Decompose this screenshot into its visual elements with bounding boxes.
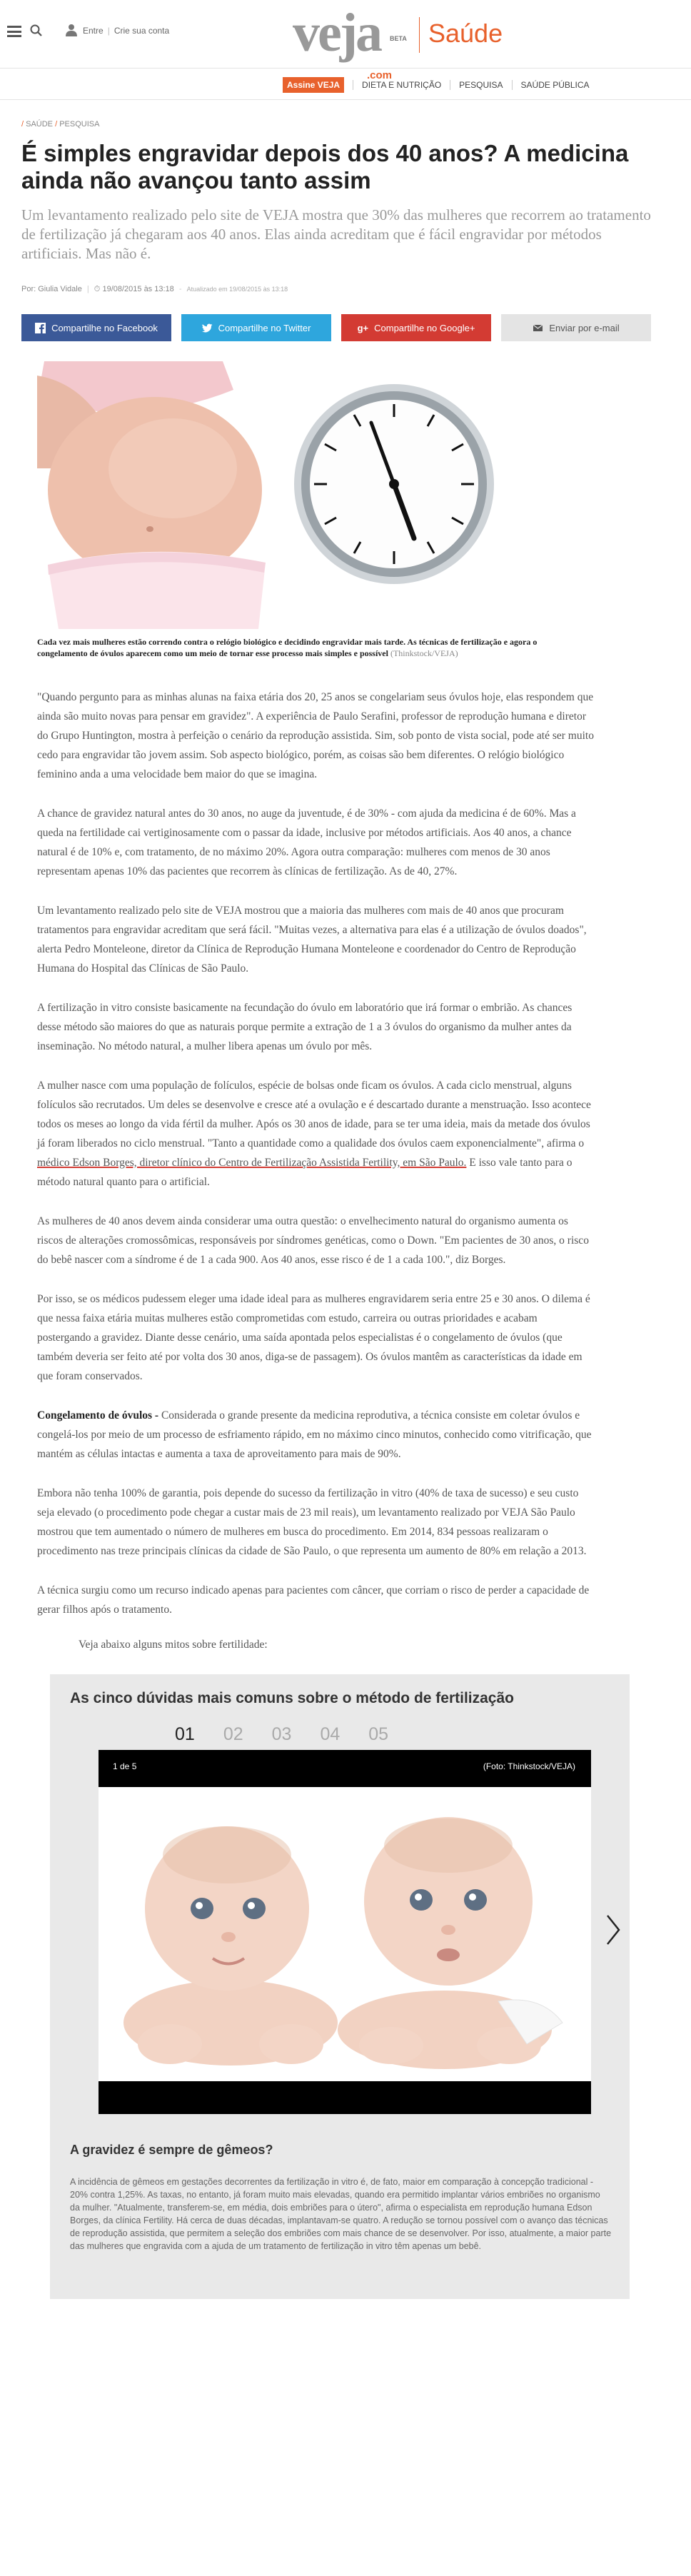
gallery-page-5[interactable]: 05 bbox=[368, 1724, 389, 1744]
caption-text: Cada vez mais mulheres estão correndo contra o relógio biológico e decidindo engravidar mais tarde. As técnicas de fertilização e agora o congelamento de óvulos aparecem como um meio de tornar esse processo mais simples e possível bbox=[37, 637, 538, 658]
gallery-slide bbox=[99, 1750, 591, 2114]
paragraph: Embora não tenha 100% de garantia, pois depende do sucesso da fertilização in vitro (40% de taxa de sucesso) e seu custo seja elevado (o procedimento pode chegar a custar mais de 23 mil reais), um levantamento realizado por VEJA São Paulo mostrou que tem aumentado o número de mulheres em busca do procedimento. Em 2014, 834 pessoas realizaram o procedimento nas treze principais clínicas da cidade de São Paulo, o que representa um aumento de 80% em relação a 2013. bbox=[37, 1487, 587, 1557]
article-title: É simples engravidar depois dos 40 anos? A medicina ainda não avançou tanto assim bbox=[21, 140, 629, 193]
babies-illustration bbox=[99, 1787, 591, 2081]
share-buttons bbox=[21, 314, 670, 341]
google-plus-icon: g+ bbox=[357, 322, 369, 333]
paragraph: As mulheres de 40 anos devem ainda considerar uma outra questão: o envelhecimento natural do organismo aumenta os riscos de alterações cromossômicas, responsáveis por síndromes genéticas, como o Down. "Em pacientes de 30 anos, o risco do bebê nascer com a síndrome é de 1 a cada 900. Aos 40 anos, esse risco é de 1 a cada 100.", diz Borges. bbox=[37, 1215, 589, 1266]
share-google-label: Compartilhe no Google+ bbox=[374, 322, 475, 333]
clock-icon: ⏱ bbox=[94, 285, 101, 293]
nav-divider bbox=[512, 80, 513, 90]
slide-counter: 1 de 5 bbox=[113, 1761, 137, 1771]
login-link[interactable]: Entre bbox=[83, 26, 104, 36]
highlighted-text: médico Edson Borges, diretor clínico do Centro de Fertilização Assistida Fertility, em São Paulo. bbox=[37, 1157, 467, 1169]
share-twitter-button[interactable] bbox=[181, 314, 331, 341]
paragraph-text: A mulher nasce com uma população de folículos, espécie de bolsas onde ficam os óvulos. A cada ciclo menstrual, alguns folículos são recrutados. Um deles se desenvolve e cresce até a ovulação e é descartado durante a menstruação. Isso acontece todos os meses ao longo da vida fértil da mulher. Após os 30 anos de idade, para se ter uma ideia, mais da metade dos óvulos já foram liberados no ciclo menstrual. "Tanto a quantidade como a qualidade dos óvulos caem exponencialmente", afirma o bbox=[37, 1080, 591, 1149]
envelope-icon bbox=[533, 323, 543, 333]
sub-navigation bbox=[0, 69, 691, 100]
nav-item-dieta[interactable]: DIETA E NUTRIÇÃO bbox=[362, 80, 442, 90]
photo-gallery bbox=[50, 1674, 630, 2299]
twin-babies-photo bbox=[99, 1787, 591, 2081]
nav-item-pesquisa[interactable]: PESQUISA bbox=[459, 80, 503, 90]
veja-logo[interactable] bbox=[293, 3, 407, 81]
breadcrumb-saude[interactable]: SAÚDE bbox=[26, 120, 54, 129]
byline: Por: Giulia Vidale | ⏱ 19/08/2015 às 13:18 - Atualizado em 19/08/2015 às 13:18 bbox=[21, 285, 288, 293]
paragraph: A técnica surgiu como um recurso indicado apenas para pacientes com câncer, que corriam o risco de perder a capacidade de gerar filhos após o tratamento. bbox=[37, 1584, 590, 1616]
facebook-icon bbox=[35, 323, 46, 333]
gallery-next-arrow-icon[interactable] bbox=[605, 1913, 621, 1946]
share-facebook-button[interactable] bbox=[21, 314, 171, 341]
paragraph: Por isso, se os médicos pudessem eleger uma idade ideal para as mulheres engravidarem seria entre 25 e 30 anos. O dilema é que nessa faixa etária muitas mulheres estão comprometidas com estudo, carreira ou outras prioridades e acabam postergando a gravidez. Diante desse cenário, uma saída apontada pelos especialistas é o congelamento de óvulos (que também deveria ser feito até por volta dos 30 anos, diga-se de passagem). Os óvulos mantêm as características da idade em que foram conservados. bbox=[37, 1293, 590, 1382]
gallery-intro: Veja abaixo alguns mitos sobre fertilidade: bbox=[79, 1639, 268, 1651]
section-divider bbox=[419, 17, 420, 53]
caption-credit: (Thinkstock/VEJA) bbox=[390, 648, 458, 658]
site-header bbox=[0, 0, 691, 81]
share-email-button[interactable] bbox=[501, 314, 651, 341]
logo-com: .com bbox=[367, 69, 393, 81]
share-twitter-label: Compartilhe no Twitter bbox=[218, 322, 311, 333]
gallery-title: As cinco dúvidas mais comuns sobre o método de fertilização bbox=[70, 1690, 514, 1706]
logo-beta: BETA bbox=[390, 35, 407, 42]
subheading-inline: Congelamento de óvulos - bbox=[37, 1409, 161, 1422]
search-icon[interactable] bbox=[30, 24, 42, 36]
gallery-page-2[interactable]: 02 bbox=[223, 1724, 243, 1744]
pregnant-woman-clock-illustration bbox=[37, 361, 551, 629]
article-body bbox=[37, 688, 594, 1654]
image-caption bbox=[37, 636, 558, 659]
subscribe-button[interactable]: Assine VEJA bbox=[283, 77, 344, 93]
breadcrumb-pesquisa[interactable]: PESQUISA bbox=[59, 120, 100, 129]
breadcrumb: / SAÚDE / PESQUISA bbox=[21, 120, 100, 129]
byline-prefix: Por bbox=[21, 285, 34, 293]
nav-item-saude-publica[interactable]: SAÚDE PÚBLICA bbox=[520, 80, 590, 90]
updated-date: Atualizado em 19/08/2015 às 13:18 bbox=[186, 286, 288, 293]
paragraph: Um levantamento realizado pelo site de VEJA mostrou que a maioria das mulheres com mais de 40 anos que procuram tratamentos para engravidar acreditam que será fácil. "Muitas vezes, a alternativa para elas é a utilização de óvulos doados", alerta Pedro Monteleone, diretor da Clínica de Reprodução Humana Monteleone e coordenador do Centro de Reprodução Humana do Hospital das Clínicas de São Paulo. bbox=[37, 905, 587, 975]
gallery-question: A gravidez é sempre de gêmeos? bbox=[70, 2143, 273, 2157]
gallery-page-1[interactable]: 01 bbox=[175, 1724, 195, 1744]
login-links: Entre | Crie sua conta bbox=[83, 26, 170, 36]
user-icon[interactable] bbox=[66, 24, 77, 36]
gallery-page-4[interactable]: 04 bbox=[320, 1724, 341, 1744]
hamburger-menu-icon[interactable] bbox=[7, 26, 21, 37]
share-google-button[interactable] bbox=[341, 314, 491, 341]
paragraph-text: Considerada o grande presente da medicina reprodutiva, a técnica consiste em coletar óvulos e congelá-los por meio de um processo de esfriamento rápido, em no máximo cinco minutos, conhecido como vitrificação, que mantém as células intactas e aumenta a taxa de aproveitamento para mais de 90%. bbox=[37, 1409, 592, 1460]
paragraph: A fertilização in vitro consiste basicamente na fecundação do óvulo em laboratório que irá formar o embrião. As chances desse método são maiores do que as naturais porque permite a extração de 1 a 3 óvulos do organismo da mulher antes da inseminação. No método natural, a mulher libera apenas um óvulo por mês. bbox=[37, 1002, 573, 1052]
logo-text: veja bbox=[293, 3, 381, 63]
section-title[interactable]: Saúde bbox=[428, 19, 503, 48]
paragraph: "Quando pergunto para as minhas alunas na faixa etária dos 20, 25 anos se congelariam seus óvulos hoje, elas respondem que ainda são muito novas para pensar em gravidez". A experiência de Paulo Serafini, professor de reprodução humana e diretor do Grupo Huntington, mostra à perfeição o cenário da reprodução assistida. Sim, sob ponto de vista social, pode até ser muito cedo para engravidar tão jovem assim. Sob aspecto biológico, porém, as coisas são bem diferentes. O relógio biológico feminino anda a uma velocidade bem maior do que se imagina. bbox=[37, 691, 594, 780]
paragraph bbox=[37, 1406, 594, 1464]
gallery-answer: A incidência de gêmeos em gestações decorrentes da fertilização in vitro é, de fato, maior em comparação à concepção tradicional - 20% contra 1,25%. As taxas, no entanto, já foram muito mais elevadas, quando era permitido implantar vários embriões no organismo da mulher. "Atualmente, transferem-se, em média, dois embriões para o útero", afirma o especialista em reprodução humana Edson Borges, da clínica Fertility. Há cerca de duas décadas, implantavam-se quatro. A redução se tornou possível com o avanço das técnicas de reprodução assistida, que permitem a seleção dos embriões com mais chance de se desenvolver. Por isso, atualmente, a maior parte das mulheres que engravida com a ajuda de um tratamento de fertilização in vitro têm apenas um bebê. bbox=[70, 2177, 612, 2251]
paragraph bbox=[37, 1076, 594, 1192]
hero-image bbox=[37, 361, 551, 629]
paragraph-text: E isso vale tanto para o método natural quanto para o artificial. bbox=[37, 1157, 573, 1188]
gallery-pagination bbox=[175, 1724, 388, 1745]
publish-date: 19/08/2015 às 13:18 bbox=[102, 285, 174, 293]
paragraph: A chance de gravidez natural antes do 30 anos, no auge da juventude, é de 30% - com ajuda da medicina é de 60%. Mas a queda na fertilidade cai vertiginosamente com o passar da idade, inclusive por métodos artificiais. Aos 40 anos, a chance natural é de 10% e, com tratamento, de no máximo 20%. Agora outra comparação: mulheres com menos de 30 anos representam apenas 10% das pacientes que recorrem às clínicas de fertilização. As de 40, 27%. bbox=[37, 807, 576, 877]
share-email-label: Enviar por e-mail bbox=[549, 322, 620, 333]
author-name[interactable]: Giulia Vidale bbox=[38, 285, 82, 293]
article-lede: Um levantamento realizado pelo site de VEJA mostra que 30% das mulheres que recorrem ao tratamento de fertilização já chegaram aos 40 anos. Elas ainda acreditam que é fácil engravidar por métodos artificiais. Mas não é. bbox=[21, 206, 651, 262]
share-facebook-label: Compartilhe no Facebook bbox=[51, 322, 158, 333]
slide-credit: (Foto: Thinkstock/VEJA) bbox=[483, 1761, 575, 1771]
twitter-icon bbox=[202, 323, 213, 333]
gallery-page-3[interactable]: 03 bbox=[271, 1724, 292, 1744]
signup-link[interactable]: Crie sua conta bbox=[114, 26, 170, 36]
